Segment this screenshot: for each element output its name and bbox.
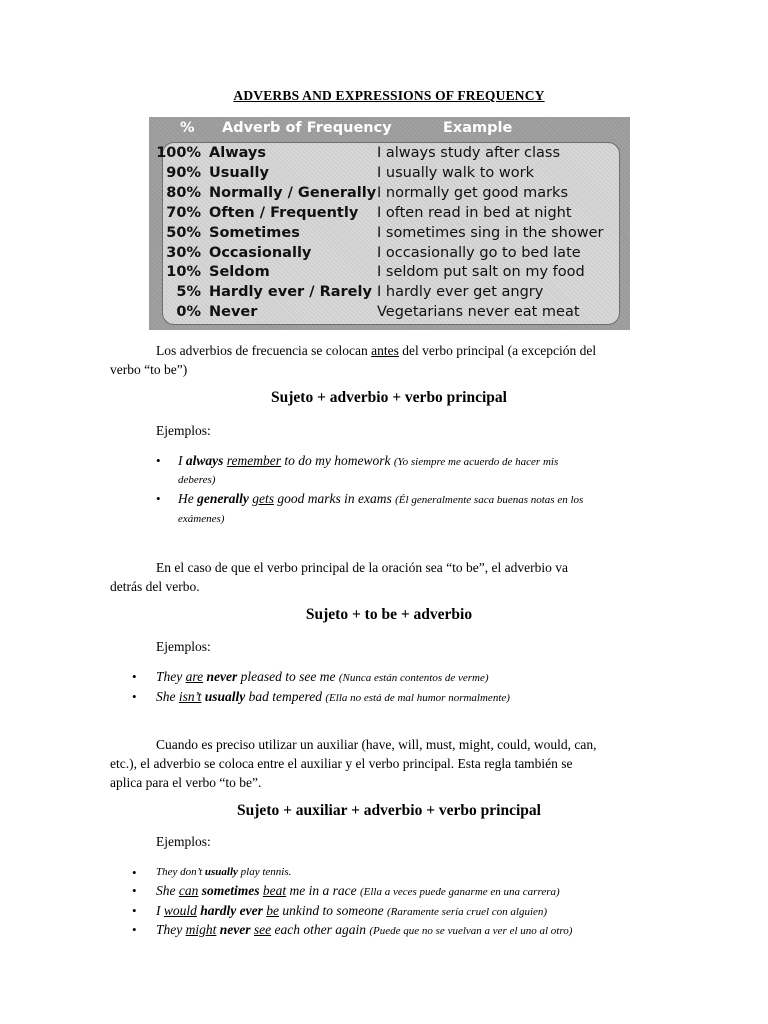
ex-verb: isn’t xyxy=(178,689,202,704)
ex-verb: gets xyxy=(252,491,274,506)
ex-adverb: never xyxy=(216,922,254,937)
row-example: I always study after class xyxy=(377,145,561,161)
ex-verb: are xyxy=(185,669,204,684)
row-example: I hardly ever get angry xyxy=(377,284,544,300)
row-percent: 10% xyxy=(166,264,201,280)
examples-label-1: Ejemplos: xyxy=(156,423,211,438)
ex-subject: They xyxy=(156,669,186,684)
list-item xyxy=(132,667,489,688)
ex-adverb: hardly ever xyxy=(196,903,267,918)
table-row xyxy=(149,185,619,205)
list-item xyxy=(156,489,584,510)
row-percent: 0% xyxy=(176,304,201,320)
ex-rest: each other again xyxy=(271,922,370,937)
intro-text: Los adverbios de frecuencia se colocan xyxy=(156,343,372,358)
intro-text-rest: del verbo principal (a excepción del xyxy=(398,343,597,358)
formula-2: Sujeto + to be + adverbio xyxy=(305,606,473,623)
ex-rest: to do my homework xyxy=(281,453,394,468)
list-item xyxy=(132,901,548,922)
list-item xyxy=(132,920,573,941)
ex-subject: They xyxy=(156,922,186,937)
row-percent: 50% xyxy=(166,225,201,241)
ex-rest: pleased to see me xyxy=(237,669,339,684)
ex-aux: might xyxy=(185,922,217,937)
ex-subject: She xyxy=(156,689,179,704)
row-adverb: Usually xyxy=(209,165,269,181)
table-row xyxy=(149,205,619,225)
row-percent: 30% xyxy=(166,245,201,261)
row-example: I seldom put salt on my food xyxy=(377,264,585,280)
ex-subject: I xyxy=(156,903,164,918)
ex-subject: She xyxy=(156,883,179,898)
table-row xyxy=(149,304,619,324)
ex-translation: (Él generalmente saca buenas notas en los xyxy=(395,494,584,506)
para2-line-1: En el caso de que el verbo principal de la oración sea “to be”, el adverbio va xyxy=(156,560,568,575)
header-example: Example xyxy=(443,120,513,136)
row-adverb: Sometimes xyxy=(209,225,300,241)
bullet: • xyxy=(132,883,137,898)
para2-line-2: detrás del verbo. xyxy=(110,579,200,594)
ex-adverb: usually xyxy=(204,689,246,704)
ex-adverb: always xyxy=(185,453,224,468)
bullet: • xyxy=(132,903,137,918)
translation-continuation: exámenes) xyxy=(178,513,225,525)
row-adverb: Always xyxy=(209,145,267,161)
ex-adverb: generally xyxy=(197,491,249,506)
intro-line-2: verbo “to be”) xyxy=(110,362,188,377)
ex-translation: (Raramente sería cruel con alguien) xyxy=(386,906,548,918)
table-header xyxy=(149,117,630,141)
row-percent: 90% xyxy=(166,165,201,181)
ex-verb: see xyxy=(253,922,272,937)
table-row xyxy=(149,165,619,185)
ex-verb: beat xyxy=(262,883,287,898)
row-example: Vegetarians never eat meat xyxy=(377,304,580,320)
row-percent: 100% xyxy=(156,145,201,161)
ex-adverb: sometimes xyxy=(198,883,263,898)
row-adverb: Normally / Generally xyxy=(209,185,377,201)
bullet: • xyxy=(132,669,137,684)
ex-verb: remember xyxy=(226,453,281,468)
intro-line-1 xyxy=(110,341,660,360)
examples-label-3: Ejemplos: xyxy=(156,834,211,849)
ex-rest: unkind to someone xyxy=(279,903,387,918)
ex-translation: (Yo siempre me acuerdo de hacer mis xyxy=(393,456,559,468)
ex-translation: (Puede que no se vuelvan a ver el uno al otro) xyxy=(369,925,573,937)
para3-line-3: aplica para el verbo “to be”. xyxy=(110,775,262,790)
table-row xyxy=(149,284,619,304)
table-row xyxy=(149,245,619,265)
row-adverb: Occasionally xyxy=(209,245,312,261)
table-row xyxy=(149,225,619,245)
list-item xyxy=(132,687,510,708)
ex-adverb: never xyxy=(206,669,238,684)
ex-aux: would xyxy=(163,903,197,918)
ex-subject: I xyxy=(178,453,186,468)
bullet: • xyxy=(132,689,137,704)
row-adverb: Never xyxy=(209,304,258,320)
ex-translation: (Ella a veces puede ganarme en una carrera) xyxy=(359,886,560,898)
row-percent: 80% xyxy=(166,185,201,201)
bullet: • xyxy=(132,922,137,937)
row-percent: 5% xyxy=(176,284,201,300)
ex-adverb: usually xyxy=(204,866,238,878)
list-item xyxy=(156,451,559,472)
examples-label-2: Ejemplos: xyxy=(156,639,211,654)
ex-translation: (Nunca están contentos de verme) xyxy=(338,672,489,684)
row-example: I often read in bed at night xyxy=(377,205,572,221)
ex-post: play tennis. xyxy=(237,866,292,878)
ex-verb: be xyxy=(266,903,279,918)
para3-line-2: etc.), el adverbio se coloca entre el auxiliar y el verbo principal. Esta regla también se xyxy=(110,756,573,771)
bullet: • xyxy=(132,865,137,880)
table-row xyxy=(149,264,619,284)
row-example: I usually walk to work xyxy=(377,165,534,181)
ex-pre: They don’t xyxy=(156,866,205,878)
formula-1: Sujeto + adverbio + verbo principal xyxy=(271,389,507,406)
page-title: ADVERBS AND EXPRESSIONS OF FREQUENCY xyxy=(233,88,545,103)
row-example: I normally get good marks xyxy=(377,185,569,201)
ex-rest: bad tempered xyxy=(245,689,326,704)
ex-rest: me in a race xyxy=(286,883,360,898)
list-item xyxy=(132,881,560,902)
ex-subject: He xyxy=(178,491,198,506)
para3-line-1: Cuando es preciso utilizar un auxiliar (have, will, must, might, could, would, can, xyxy=(156,737,597,752)
row-adverb: Seldom xyxy=(209,264,270,280)
header-adverb: Adverb of Frequency xyxy=(222,120,392,136)
ex-translation: (Ella no está de mal humor normalmente) xyxy=(325,692,510,704)
header-percent: % xyxy=(180,120,195,136)
translation-continuation: deberes) xyxy=(178,474,216,486)
row-adverb: Often / Frequently xyxy=(209,205,359,221)
row-example: I occasionally go to bed late xyxy=(377,245,581,261)
row-adverb: Hardly ever / Rarely xyxy=(209,284,372,300)
ex-aux: can xyxy=(178,883,199,898)
ex-rest: good marks in exams xyxy=(274,491,396,506)
list-item xyxy=(132,863,292,882)
bullet: • xyxy=(156,491,161,506)
intro-paragraph xyxy=(110,341,660,379)
row-example: I sometimes sing in the shower xyxy=(377,225,604,241)
row-percent: 70% xyxy=(166,205,201,221)
table-row xyxy=(149,145,619,165)
paragraph-auxiliary xyxy=(110,735,660,792)
intro-underlined: antes xyxy=(371,343,399,358)
paragraph-to-be xyxy=(110,558,660,596)
formula-3: Sujeto + auxiliar + adverbio + verbo principal xyxy=(237,802,541,819)
frequency-table xyxy=(149,117,630,330)
bullet: • xyxy=(156,453,161,468)
